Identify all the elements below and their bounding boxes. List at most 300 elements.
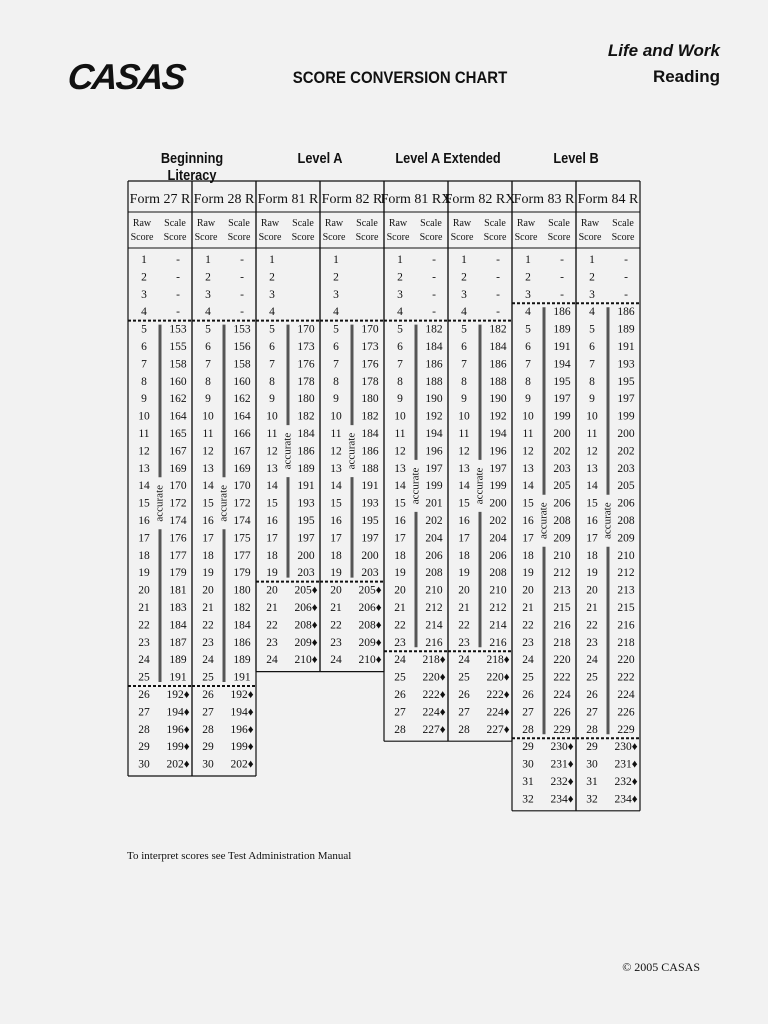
scale-score-header: Scale	[548, 218, 570, 229]
raw-score: 17	[522, 532, 534, 545]
scale-score: 191	[361, 480, 379, 493]
scale-score: 174	[169, 515, 187, 527]
raw-score-header: Score	[514, 232, 538, 243]
raw-score: 13	[586, 462, 598, 475]
raw-score: 24	[586, 654, 598, 667]
scale-score: 170	[361, 323, 379, 336]
scale-score: 199	[553, 410, 571, 423]
raw-score: 16	[458, 515, 470, 527]
raw-score: 10	[202, 410, 214, 423]
scale-score: 208♦	[358, 619, 382, 632]
raw-score: 8	[525, 375, 531, 388]
raw-score: 4	[205, 306, 211, 319]
scale-score: 200	[617, 428, 635, 440]
raw-score: 29	[202, 741, 214, 754]
raw-score: 27	[202, 706, 214, 719]
scale-score-header: Score	[547, 232, 571, 243]
raw-score: 15	[458, 497, 470, 510]
scale-score: 231♦	[550, 758, 574, 771]
scale-score: 203	[617, 462, 635, 475]
raw-score: 17	[586, 532, 598, 545]
raw-score: 20	[202, 584, 214, 597]
raw-score: 4	[269, 306, 275, 319]
scale-score: 226	[553, 706, 571, 719]
scale-score: 227♦	[486, 723, 510, 736]
scale-score: 197	[489, 462, 507, 475]
raw-score: 5	[141, 323, 147, 336]
scale-score: 167	[169, 445, 187, 458]
raw-score: 6	[397, 341, 403, 353]
raw-score: 1	[269, 254, 275, 266]
scale-score: 195	[297, 515, 315, 527]
scale-score: -	[432, 306, 436, 319]
raw-score: 9	[333, 393, 339, 406]
scale-score: 182	[297, 410, 315, 423]
scale-score: 190	[489, 393, 507, 406]
raw-score: 21	[266, 602, 278, 614]
raw-score: 28	[394, 723, 406, 736]
page-title: SCORE CONVERSION CHART	[292, 68, 508, 87]
raw-score-header: Score	[322, 232, 346, 243]
raw-score: 20	[394, 584, 406, 597]
raw-score: 14	[522, 480, 534, 493]
scale-score: 214	[489, 619, 507, 632]
raw-score: 2	[589, 271, 595, 284]
raw-score: 13	[394, 462, 406, 475]
scale-score: 205♦	[294, 584, 318, 597]
raw-score: 30	[586, 758, 598, 771]
scale-score: 197	[553, 393, 571, 406]
scale-score-header: Scale	[164, 218, 186, 229]
scale-score: -	[624, 288, 628, 301]
raw-score: 26	[586, 689, 598, 701]
raw-score: 17	[330, 532, 342, 545]
scale-score: 213	[617, 584, 635, 597]
scale-score: 191	[233, 671, 251, 684]
raw-score-header: Score	[194, 232, 218, 243]
scale-score: 186	[425, 358, 443, 371]
raw-score: 6	[589, 341, 595, 353]
accurate-label: accurate	[537, 502, 550, 540]
scale-score: -	[432, 271, 436, 284]
scale-score: 175	[233, 532, 251, 545]
scale-score: 216	[489, 636, 507, 649]
raw-score: 18	[330, 549, 342, 562]
raw-score: 22	[586, 619, 598, 632]
raw-score: 25	[202, 671, 214, 684]
scale-score: 194♦	[230, 706, 254, 719]
raw-score: 11	[586, 428, 598, 440]
scale-score: 202♦	[166, 758, 190, 771]
scale-score: 213	[553, 584, 571, 597]
raw-score: 16	[586, 515, 598, 527]
scale-score: 206	[489, 549, 507, 562]
raw-score: 19	[202, 567, 214, 580]
raw-score: 30	[522, 758, 534, 771]
raw-score: 18	[266, 549, 278, 562]
scale-score-header: Score	[291, 232, 315, 243]
scale-score: 224♦	[486, 706, 510, 719]
scale-score: 172	[169, 497, 187, 510]
scale-score: 172	[233, 497, 251, 510]
scale-score: 153	[169, 323, 187, 336]
raw-score: 23	[330, 636, 342, 649]
raw-score: 1	[589, 254, 595, 266]
scale-score: 173	[297, 341, 315, 353]
raw-score: 18	[458, 549, 470, 562]
scale-score: 209	[553, 532, 571, 545]
scale-score: -	[496, 254, 500, 266]
scale-score-header: Score	[227, 232, 251, 243]
raw-score: 3	[589, 288, 595, 301]
scale-score: 212	[617, 567, 635, 580]
scale-score: 229	[553, 723, 571, 736]
raw-score: 9	[461, 393, 467, 406]
scale-score: 210	[489, 584, 507, 597]
scale-score: 164	[233, 410, 251, 423]
scale-score: 226	[617, 706, 635, 719]
raw-score: 23	[138, 636, 150, 649]
scale-score: -	[624, 271, 628, 284]
form-name: Form 28 R	[193, 192, 255, 207]
scale-score: -	[496, 271, 500, 284]
raw-score: 6	[525, 341, 531, 353]
scale-score: 205	[617, 480, 635, 493]
raw-score: 3	[269, 288, 275, 301]
raw-score: 11	[202, 428, 214, 440]
scale-score: 220	[553, 654, 571, 667]
raw-score: 4	[525, 306, 531, 319]
raw-score: 29	[138, 741, 150, 754]
raw-score: 6	[141, 341, 147, 353]
raw-score: 4	[397, 306, 403, 319]
raw-score: 7	[461, 358, 467, 371]
scale-score: 222	[553, 671, 571, 684]
scale-score: 202♦	[230, 758, 254, 771]
raw-score: 3	[525, 288, 531, 301]
raw-score: 7	[589, 358, 595, 371]
scale-score-header: Scale	[420, 218, 442, 229]
scale-score: 180	[233, 584, 251, 597]
raw-score: 14	[458, 480, 470, 493]
scale-score: 208	[553, 515, 571, 527]
raw-score: 13	[458, 462, 470, 475]
raw-score: 3	[461, 288, 467, 301]
raw-score: 9	[141, 393, 147, 406]
scale-score: 215	[617, 602, 635, 614]
scale-score: 162	[169, 393, 187, 406]
scale-score: 184	[489, 341, 507, 353]
scale-score: 170	[297, 323, 315, 336]
scale-score: 222♦	[422, 689, 446, 701]
scale-score: 173	[361, 341, 379, 353]
raw-score: 28	[586, 723, 598, 736]
raw-score: 23	[266, 636, 278, 649]
raw-score-header: Raw	[388, 218, 408, 229]
scale-score: 176	[169, 532, 187, 545]
scale-score: 210	[617, 549, 635, 562]
scale-score: 194♦	[166, 706, 190, 719]
raw-score: 8	[205, 375, 211, 388]
raw-score: 21	[458, 602, 470, 614]
raw-score: 12	[202, 445, 214, 458]
scale-score: 174	[233, 515, 251, 527]
scale-score: 224♦	[422, 706, 446, 719]
scale-score: 210	[425, 584, 443, 597]
raw-score: 17	[266, 532, 278, 545]
raw-score: 16	[266, 515, 278, 527]
scale-score: 156	[233, 341, 251, 353]
scale-score: 208♦	[294, 619, 318, 632]
raw-score: 12	[330, 445, 342, 458]
accurate-label: accurate	[473, 467, 486, 505]
raw-score: 15	[586, 497, 598, 510]
raw-score-header: Raw	[196, 218, 216, 229]
raw-score: 21	[138, 602, 150, 614]
scale-score: 199♦	[230, 741, 254, 754]
raw-score: 9	[205, 393, 211, 406]
raw-score-header: Raw	[260, 218, 280, 229]
scale-score: -	[176, 254, 180, 266]
raw-score: 20	[138, 584, 150, 597]
scale-score: 191	[169, 671, 187, 684]
scale-score: 195	[553, 375, 571, 388]
scale-score: 189	[617, 323, 635, 336]
scale-score: 160	[233, 375, 251, 388]
raw-score: 19	[138, 567, 150, 580]
scale-score: 199♦	[166, 741, 190, 754]
raw-score: 25	[458, 671, 470, 684]
raw-score: 7	[141, 358, 147, 371]
raw-score: 11	[330, 428, 342, 440]
scale-score: 218	[617, 636, 635, 649]
scale-score: 208	[617, 515, 635, 527]
scale-score: 194	[425, 428, 443, 440]
raw-score: 15	[394, 497, 406, 510]
scale-score: -	[432, 288, 436, 301]
scale-score: 212	[425, 602, 443, 614]
raw-score: 9	[525, 393, 531, 406]
accurate-label: accurate	[601, 502, 614, 540]
raw-score: 15	[522, 497, 534, 510]
raw-score: 16	[394, 515, 406, 527]
scale-score: 208	[489, 567, 507, 580]
scale-score-header: Score	[611, 232, 635, 243]
form-name: Form 83 R	[513, 192, 575, 207]
scale-score: 186	[553, 306, 571, 319]
scale-score: 200	[297, 549, 315, 562]
scale-score-header: Score	[163, 232, 187, 243]
raw-score: 5	[397, 323, 403, 336]
raw-score: 24	[330, 654, 342, 667]
raw-score: 5	[333, 323, 339, 336]
scale-score: 164	[169, 410, 187, 423]
raw-score: 16	[138, 515, 150, 527]
form-name: Form 82 RX	[444, 192, 516, 207]
scale-score: 184	[233, 619, 251, 632]
raw-score: 12	[138, 445, 150, 458]
raw-score-header: Raw	[452, 218, 472, 229]
raw-score: 29	[586, 741, 598, 754]
raw-score: 18	[202, 549, 214, 562]
scale-score: 197	[361, 532, 379, 545]
raw-score: 7	[269, 358, 275, 371]
raw-score: 12	[586, 445, 598, 458]
raw-score: 2	[205, 271, 211, 284]
raw-score: 21	[394, 602, 406, 614]
raw-score: 23	[202, 636, 214, 649]
raw-score: 22	[458, 619, 470, 632]
scale-score: 220♦	[486, 671, 510, 684]
raw-score: 13	[266, 462, 278, 475]
raw-score: 28	[138, 723, 150, 736]
form-name: Form 84 R	[577, 192, 639, 207]
scale-score: 218♦	[486, 654, 510, 667]
raw-score: 25	[522, 671, 534, 684]
raw-score: 3	[141, 288, 147, 301]
raw-score: 14	[138, 480, 150, 493]
raw-score: 23	[522, 636, 534, 649]
scale-score: 177	[233, 549, 251, 562]
raw-score: 19	[458, 567, 470, 580]
raw-score: 19	[266, 567, 278, 580]
raw-score: 12	[266, 445, 278, 458]
raw-score: 15	[330, 497, 342, 510]
scale-score: 188	[425, 375, 443, 388]
accurate-label: accurate	[153, 484, 166, 522]
group-level-a: Level A	[297, 150, 343, 167]
scale-score: 162	[233, 393, 251, 406]
scale-score: 218♦	[422, 654, 446, 667]
scale-score: 178	[361, 375, 379, 388]
raw-score: 8	[461, 375, 467, 388]
raw-score: 24	[458, 654, 470, 667]
raw-score: 18	[586, 549, 598, 562]
scale-score-header: Score	[419, 232, 443, 243]
scale-score: 206	[425, 549, 443, 562]
raw-score: 6	[205, 341, 211, 353]
scale-score: 197	[297, 532, 315, 545]
scale-score-header: Scale	[228, 218, 250, 229]
scale-score: 194	[553, 358, 571, 371]
scale-score: 222♦	[486, 689, 510, 701]
scale-score: 209♦	[294, 636, 318, 649]
raw-score: 16	[330, 515, 342, 527]
scale-score: 230♦	[614, 741, 638, 754]
scale-score: 178	[297, 375, 315, 388]
form-name: Form 27 R	[129, 192, 191, 207]
raw-score: 7	[397, 358, 403, 371]
raw-score: 32	[586, 793, 598, 806]
raw-score: 10	[586, 410, 598, 423]
scale-score: 186	[297, 445, 315, 458]
raw-score: 26	[394, 689, 406, 701]
raw-score: 11	[394, 428, 406, 440]
scale-score: 195	[617, 375, 635, 388]
raw-score: 25	[586, 671, 598, 684]
scale-score: -	[240, 271, 244, 284]
raw-score: 22	[330, 619, 342, 632]
raw-score: 8	[397, 375, 403, 388]
scale-score: 182	[361, 410, 379, 423]
scale-score: 183	[169, 602, 187, 614]
raw-score-header: Raw	[324, 218, 344, 229]
raw-score: 19	[586, 567, 598, 580]
scale-score: 202	[617, 445, 635, 458]
scale-score: 205	[553, 480, 571, 493]
raw-score: 1	[525, 254, 531, 266]
scale-score: 189	[169, 654, 187, 667]
raw-score: 22	[138, 619, 150, 632]
scale-score: 206	[553, 497, 571, 510]
scale-score: 210♦	[358, 654, 382, 667]
raw-score: 21	[330, 602, 342, 614]
scale-score: 216	[617, 619, 635, 632]
raw-score: 1	[333, 254, 339, 266]
raw-score: 26	[138, 689, 150, 701]
scale-score: 234♦	[614, 793, 638, 806]
raw-score: 24	[522, 654, 534, 667]
raw-score-header: Score	[258, 232, 282, 243]
scale-score-header: Score	[483, 232, 507, 243]
raw-score-header: Raw	[580, 218, 600, 229]
scale-score: 190	[425, 393, 443, 406]
raw-score: 14	[394, 480, 406, 493]
raw-score: 2	[141, 271, 147, 284]
raw-score: 15	[138, 497, 150, 510]
scale-score: 202	[553, 445, 571, 458]
raw-score: 18	[522, 549, 534, 562]
scale-score: 192♦	[230, 689, 254, 701]
scale-score: -	[176, 306, 180, 319]
raw-score: 10	[138, 410, 150, 423]
raw-score: 12	[458, 445, 470, 458]
raw-score: 27	[586, 706, 598, 719]
raw-score: 21	[586, 602, 598, 614]
scale-score: 231♦	[614, 758, 638, 771]
raw-score: 15	[266, 497, 278, 510]
raw-score: 1	[141, 254, 147, 266]
raw-score: 19	[522, 567, 534, 580]
scale-score: 170	[233, 480, 251, 493]
scale-score: -	[560, 271, 564, 284]
raw-score: 10	[330, 410, 342, 423]
scale-score: 191	[617, 341, 635, 353]
raw-score: 20	[586, 584, 598, 597]
scale-score: 206♦	[294, 602, 318, 614]
scale-score: 186	[617, 306, 635, 319]
scale-score: 160	[169, 375, 187, 388]
scale-score: 186	[233, 636, 251, 649]
raw-score: 27	[522, 706, 534, 719]
form-name: Form 81 RX	[380, 192, 452, 207]
raw-score: 14	[266, 480, 278, 493]
scale-score: -	[432, 254, 436, 266]
raw-score: 12	[394, 445, 406, 458]
accurate-label: accurate	[281, 432, 294, 470]
scale-score: -	[624, 254, 628, 266]
scale-score: 191	[553, 341, 571, 353]
raw-score: 10	[522, 410, 534, 423]
raw-score-header: Score	[130, 232, 154, 243]
scale-score: 169	[233, 462, 251, 475]
raw-score-header: Score	[450, 232, 474, 243]
raw-score: 11	[266, 428, 278, 440]
raw-score: 21	[202, 602, 214, 614]
form-name: Form 82 R	[321, 192, 383, 207]
scale-score: 158	[233, 358, 251, 371]
raw-score-header: Score	[386, 232, 410, 243]
